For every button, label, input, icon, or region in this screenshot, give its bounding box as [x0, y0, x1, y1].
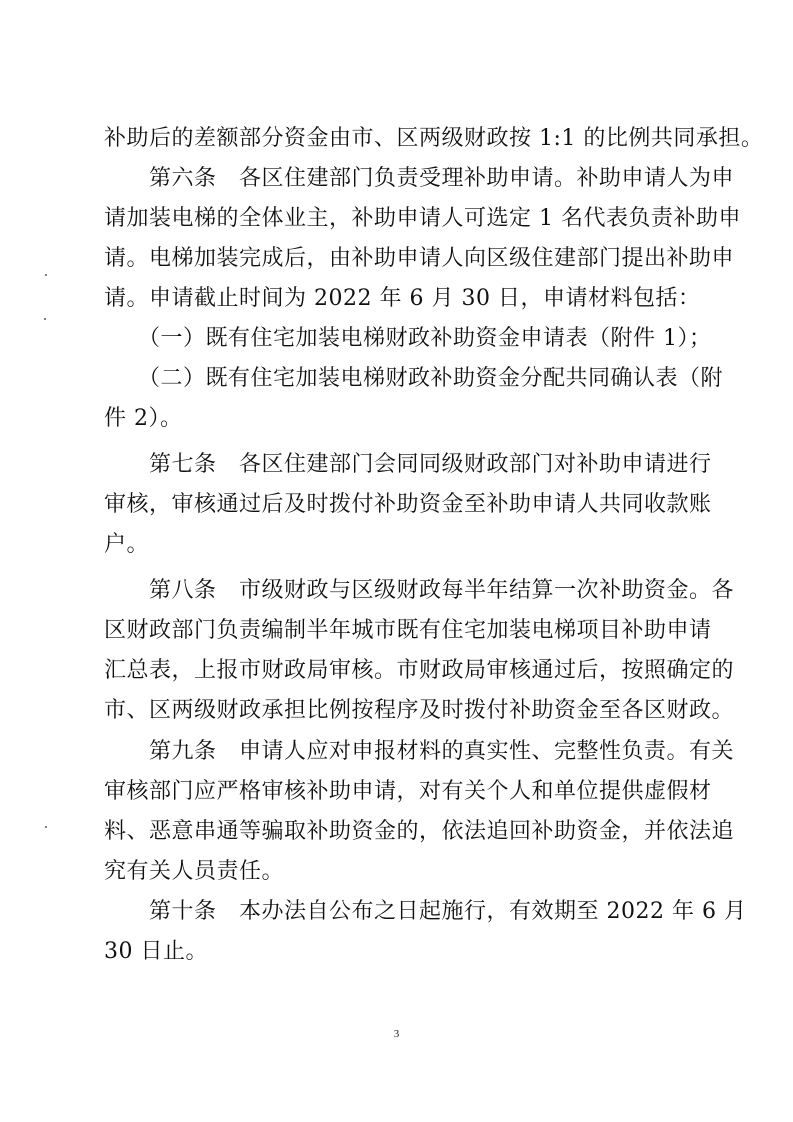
- text-line: 请。申请截止时间为 2022 年 6 月 30 日，申请材料包括：: [104, 286, 701, 311]
- text-line: 汇总表，上报市财政局审核。市财政局审核通过后，按照确定的: [104, 658, 735, 683]
- text-line: 第八条 市级财政与区级财政每半年结算一次补助资金。各: [104, 578, 735, 603]
- text-line: 区财政部门负责编制半年城市既有住宅加装电梯项目补助申请: [104, 618, 712, 643]
- text-line: 30 日止。: [104, 939, 208, 964]
- text-line: 户。: [104, 532, 150, 557]
- text-line: 第十条 本办法自公布之日起施行，有效期至 2022 年 6 月: [104, 899, 747, 924]
- text-line: 第六条 各区住建部门负责受理补助申请。补助申请人为申: [104, 166, 735, 191]
- text-line: 市、区两级财政承担比例按程序及时拨付补助资金至各区财政。: [104, 698, 735, 723]
- text-line: 请加装电梯的全体业主，补助申请人可选定 1 名代表负责补助申: [104, 206, 741, 231]
- text-line: 件 2）。: [104, 406, 183, 431]
- text-line: 审核，审核通过后及时拨付补助资金至补助申请人共同收款账: [104, 492, 712, 517]
- scan-speck: [45, 826, 47, 828]
- scan-speck: [45, 274, 47, 276]
- text-line: （一）既有住宅加装电梯财政补助资金申请表（附件 1）；: [104, 326, 712, 351]
- page-number: 3: [393, 1028, 400, 1040]
- scan-speck: [44, 318, 46, 320]
- text-line: 补助后的差额部分资金由市、区两级财政按 1:1 的比例共同承担。: [104, 126, 764, 151]
- text-line: 审核部门应严格审核补助申请，对有关个人和单位提供虚假材: [104, 779, 712, 804]
- text-line: 第九条 申请人应对申报材料的真实性、完整性负责。有关: [104, 739, 735, 764]
- text-line: 请。电梯加装完成后，由补助申请人向区级住建部门提出补助申: [104, 246, 735, 271]
- text-line: 料、恶意串通等骗取补助资金的，依法追回补助资金，并依法追: [104, 819, 735, 844]
- text-line: 究有关人员责任。: [104, 859, 285, 884]
- text-line: （二）既有住宅加装电梯财政补助资金分配共同确认表（附: [104, 366, 724, 391]
- text-line: 第七条 各区住建部门会同同级财政部门对补助申请进行: [104, 452, 712, 477]
